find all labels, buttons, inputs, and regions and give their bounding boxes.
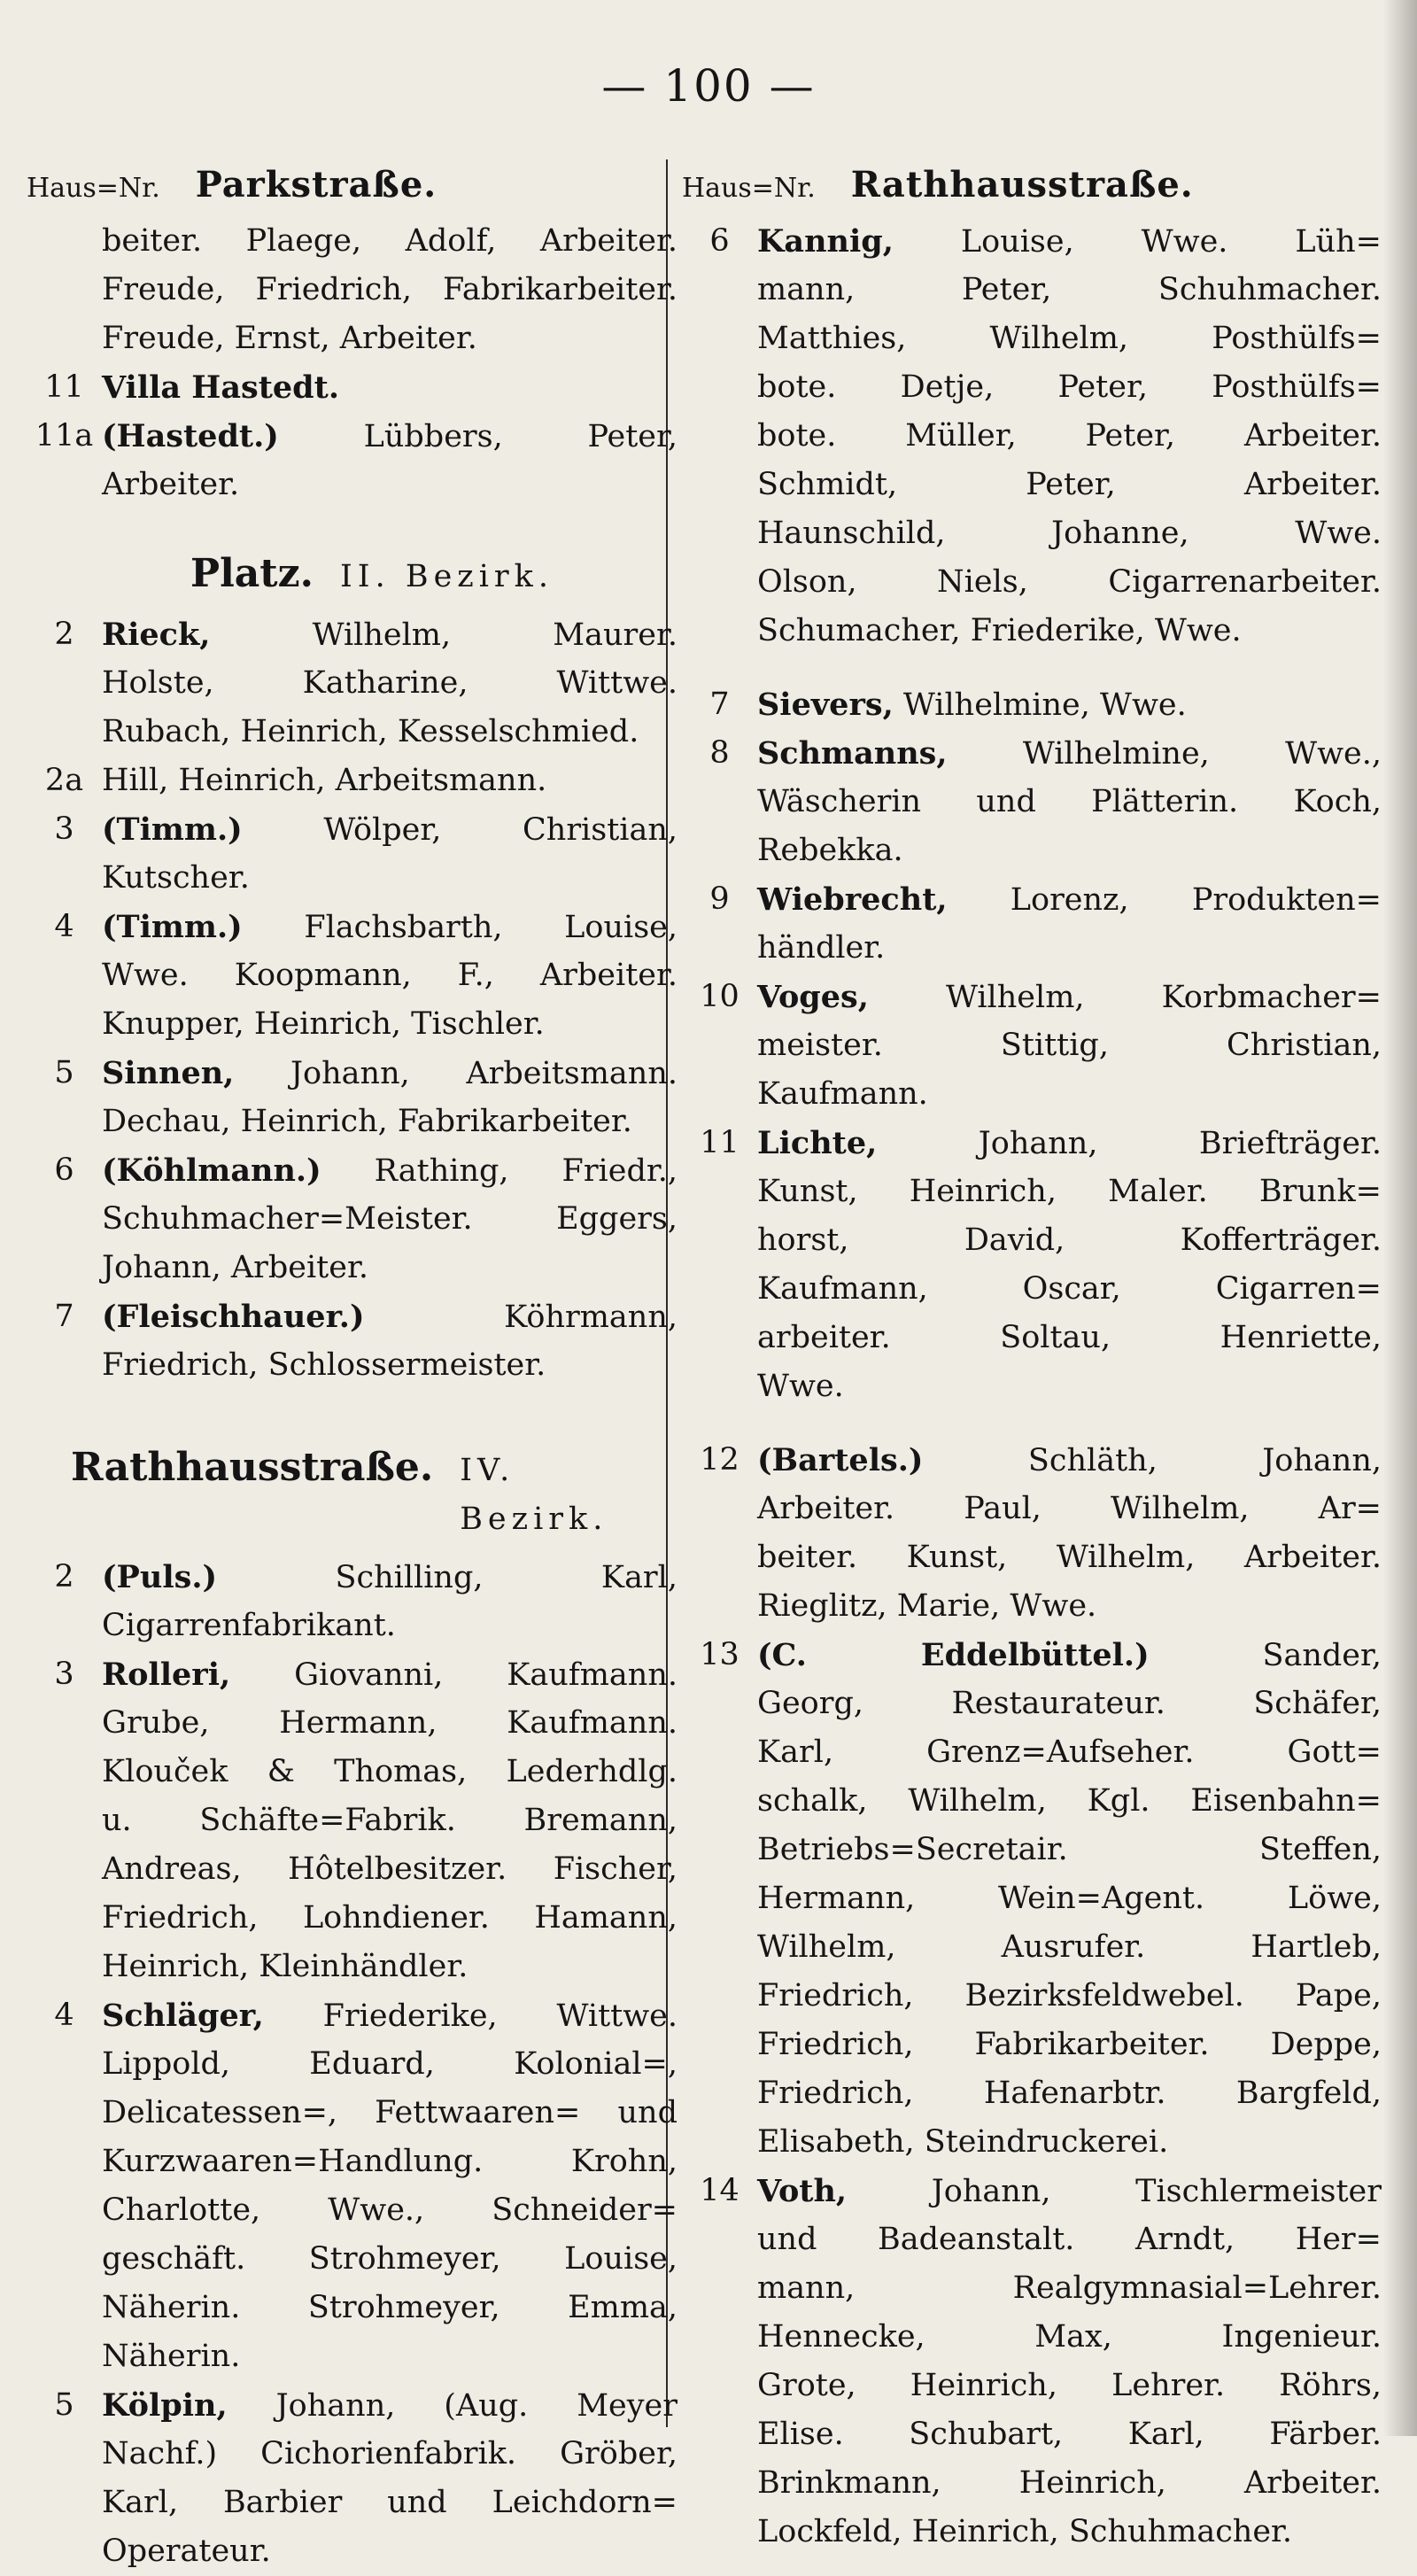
entry-line [102,1796,678,1845]
entry-text: Johann, Arbeiter. [102,1250,368,1285]
haus-nr-label: Haus=Nr. [682,173,816,204]
entry-line [102,1000,678,1049]
entry-line [757,1168,1382,1216]
directory-entry [27,1553,678,1650]
entry-name: Voth, [757,2173,848,2209]
entry-text: u. Schäfte=Fabrik. Bremann, [102,1803,678,1838]
entry-line [757,1265,1382,1314]
section-title: Rathhausstraße. [71,1445,434,1490]
entry-line [757,1972,1382,2021]
entry-text: bote. Detje, Peter, Posthülfs= [757,369,1382,405]
directory-entry [27,1292,678,1390]
entry-line [102,2479,678,2527]
house-number: 2 [54,617,74,652]
entry-text: beiter. Kunst, Wilhelm, Arbeiter. [757,1540,1382,1575]
entry-text: Flachsbarth, Louise, [242,910,678,945]
directory-entry [682,217,1382,656]
entry-line [102,363,678,412]
entry-text: Elisabeth, Steindruckerei. [757,2124,1169,2160]
entry-line [102,2138,678,2186]
entry-line [102,1699,678,1748]
entry-line [102,2284,678,2332]
entry-name: (Timm.) [102,811,243,848]
entry-name: Schläger, [102,1998,264,2034]
entry-text: Nachf.) Cichorienfabrik. Gröber, [102,2436,678,2471]
entry-name: (Fleischhauer.) [102,1299,365,1335]
directory-entry [27,757,678,805]
directory-entry [27,1650,678,1991]
page-number: — 100 — [601,60,816,112]
entry-line [102,1650,678,1699]
entry-text: schalk, Wilhelm, Kgl. Eisenbahn= [757,1783,1382,1819]
entry-line [102,2381,678,2430]
left-column [27,164,678,2576]
entry-text: Kunst, Heinrich, Maler. Brunk= [757,1174,1382,1209]
entry-body [102,1553,678,1650]
section-header-rathhausstrasse [27,1443,678,1544]
entry-name: Wiebrecht, [757,881,948,918]
left-column-header [27,164,678,217]
entry-text: Schilling, Karl, [217,1560,678,1595]
entry-text: Friedrich, Bezirksfeldwebel. Pape, [757,1978,1382,2013]
entry-line [102,1991,678,2040]
entry-line [102,708,678,757]
entry-line [102,659,678,708]
entry-text: Wwe. Koopmann, F., Arbeiter. [102,958,678,993]
entry-line [102,1894,678,1943]
entry-name: (C. Eddelbüttel.) [757,1637,1150,1673]
directory-entry [27,412,678,509]
entry-text: Holste, Katharine, Wittwe. [102,665,678,701]
entry-text: Wilhelmine, Wwe. [893,687,1187,723]
entry-name: Sinnen, [102,1055,235,1091]
entry-line [757,509,1382,558]
entry-name: Voges, [757,979,869,1015]
house-number: 14 [700,2173,739,2208]
entry-text: Kaufmann, Oscar, Cigarren= [757,1271,1382,1307]
entry-body [102,903,678,1049]
entry-text: und Badeanstalt. Arndt, Her= [757,2222,1382,2257]
directory-entry [27,805,678,903]
entry-line [757,2313,1382,2362]
entry-text: Rieglitz, Marie, Wwe. [757,1588,1097,1624]
entry-line [102,854,678,903]
entry-name: (Puls.) [102,1559,218,1595]
entry-body [102,1650,678,1991]
entry-line [757,680,1382,729]
entry-text: Louise, Wwe. Lüh= [893,224,1382,260]
house-number: 7 [709,687,730,722]
entry-text: Friedrich, Lohndiener. Hamann, [102,1900,678,1936]
entry-line [757,363,1382,412]
entry-text: Hill, Heinrich, Arbeitsmann. [102,763,547,798]
entry-text: Hennecke, Max, Ingenieur. [757,2319,1382,2355]
house-number: 11 [700,1125,739,1160]
entry-line [757,266,1382,314]
directory-entry [682,1436,1382,1631]
entry-body [757,875,1382,973]
entry-line [757,1874,1382,1923]
entry-name: (Timm.) [102,909,243,945]
entry-line [757,924,1382,973]
entry-line [102,2089,678,2138]
entry-line [102,2186,678,2235]
entry-line [757,1631,1382,1680]
entry-text: Rebekka. [757,833,903,868]
entry-line [102,2040,678,2089]
entry-text: händler. [757,930,886,966]
entry-line [102,1195,678,1244]
entry-line [757,2167,1382,2215]
entry-text: arbeiter. Soltau, Henriette, [757,1320,1382,1355]
entry-body [102,2381,678,2576]
entry-text: Lockfeld, Heinrich, Schuhmacher. [757,2514,1293,2549]
section-district: IV. Bezirk. [460,1453,608,1537]
entry-line [102,1098,678,1146]
entry-body [102,805,678,903]
entry-line [102,1748,678,1796]
house-number: 13 [700,1637,739,1672]
entry-line [757,2459,1382,2508]
entry-text: Friedrich, Fabrikarbeiter. Deppe, [757,2027,1382,2062]
entry-line [757,1582,1382,1631]
house-number: 6 [54,1152,74,1188]
entry-body [757,973,1382,1119]
entry-line [102,757,678,805]
entry-line [757,1485,1382,1533]
entry-line [757,1923,1382,1972]
entry-line [757,2362,1382,2410]
entry-text: Johann, (Aug. Meyer [227,2388,678,2424]
entry-text: Schumacher, Friederike, Wwe. [757,613,1242,648]
entry-line [757,2021,1382,2069]
entry-text: Wölper, Christian, [242,812,678,848]
directory-entry [27,1991,678,2381]
entry-text: Charlotte, Wwe., Schneider= [102,2192,678,2228]
entry-text: Karl, Barbier und Leichdorn= [102,2485,678,2520]
entry-body [102,1991,678,2381]
directory-entry [682,875,1382,973]
entry-text: Operateur. [102,2533,271,2569]
entry-body [757,729,1382,875]
directory-entry [27,610,678,757]
house-number: 9 [709,881,730,917]
continuation-line: Freude, Friedrich, Fabrikarbeiter. [102,272,678,307]
entry-line [757,2508,1382,2557]
continuation-line: beiter. Plaege, Adolf, Arbeiter. [102,223,678,259]
entry-name: (Hastedt.) [102,418,279,454]
entry-body [757,217,1382,656]
entry-text: meister. Stittig, Christian, [757,1028,1382,1063]
entry-list [27,363,678,509]
entry-body [102,757,678,805]
entry-list [27,610,678,1390]
entry-text: Cigarrenfabrikant. [102,1608,396,1643]
entry-text: Lorenz, Produkten= [947,882,1382,918]
entry-text: Wilhelm, Korbmacher= [868,980,1382,1015]
entry-line [757,558,1382,607]
directory-entry [682,680,1382,729]
entry-name: Kannig, [757,223,894,260]
section-title: Platz. [190,551,314,596]
entry-text: Karl, Grenz=Aufseher. Gott= [757,1734,1382,1770]
entry-line [757,1070,1382,1119]
entry-body [102,1292,678,1390]
entry-line [102,1244,678,1292]
entry-line [102,1292,678,1341]
entry-line [102,805,678,854]
entry-line [757,875,1382,924]
entry-body [757,2167,1382,2557]
entry-line [102,2235,678,2284]
entry-name: Rolleri, [102,1657,231,1693]
entry-text: Kutscher. [102,860,250,896]
entry-list [682,217,1382,2557]
entry-line [102,610,678,659]
right-column-header [682,164,1382,217]
entry-line [757,778,1382,826]
entry-name: Rieck, [102,617,211,653]
entry-text: Hermann, Wein=Agent. Löwe, [757,1881,1382,1916]
haus-nr-label: Haus=Nr. [27,173,160,204]
entry-line [757,2264,1382,2313]
entry-text: Dechau, Heinrich, Fabrikarbeiter. [102,1104,632,1139]
right-column [682,164,1382,2557]
entry-text: horst, David, Kofferträger. [757,1222,1382,1258]
entry-name: Sievers, [757,687,894,723]
entry-line [102,412,678,461]
entry-text: Näherin. [102,2339,241,2374]
entry-line [757,1216,1382,1265]
entry-line [757,1533,1382,1582]
house-number: 12 [700,1442,739,1478]
house-number: 2a [44,763,84,798]
entry-text: geschäft. Strohmeyer, Louise, [102,2241,678,2277]
section-district: II. Bezirk. [339,559,554,594]
entry-line [757,314,1382,363]
entry-line [102,1146,678,1195]
entry-name: (Köhlmann.) [102,1152,321,1189]
house-number: 7 [54,1299,74,1334]
house-number: 11 [44,369,84,405]
entry-text: Näherin. Strohmeyer, Emma, [102,2290,678,2325]
house-number: 6 [709,223,730,259]
entry-line [102,461,678,509]
entry-text: Haunschild, Johanne, Wwe. [757,516,1382,551]
house-number: 4 [54,1998,74,2033]
house-number: 10 [700,979,739,1014]
entry-text: Wilhelm, Ausrufer. Hartleb, [757,1929,1382,1965]
entry-text: Giovanni, Kaufmann. [230,1657,678,1693]
entry-line [757,973,1382,1021]
entry-line [102,951,678,1000]
entry-text: Lübbers, Peter, [278,419,678,454]
entry-line [757,461,1382,509]
entry-text: Elise. Schubart, Karl, Färber. [757,2417,1382,2452]
street-heading: Rathhausstraße. [850,164,1194,206]
entry-text: Georg, Restaurateur. Schäfer, [757,1686,1382,1721]
entry-line [102,1602,678,1650]
entry-text: Kurzwaaren=Handlung. Krohn, [102,2144,678,2179]
house-number: 5 [54,1055,74,1090]
entry-text: Friedrich, Hafenarbtr. Bargfeld, [757,2076,1382,2111]
entry-line [757,1436,1382,1485]
entry-line [102,1341,678,1390]
entry-name: Schmanns, [757,735,948,772]
entry-line [757,1362,1382,1411]
continuation-line: Freude, Ernst, Arbeiter. [102,321,477,356]
entry-body [757,1119,1382,1411]
entry-line [757,1680,1382,1728]
house-number: 11a [35,418,94,454]
entry-line [102,2430,678,2479]
directory-entry [27,1146,678,1292]
entry-text: Friederike, Wittwe. [263,1998,678,2034]
entry-body [102,1049,678,1146]
entry-line [757,1777,1382,1826]
directory-entry [27,903,678,1049]
entry-text: Klouček & Thomas, Lederhdlg. [102,1754,678,1789]
entry-name: Lichte, [757,1125,878,1161]
entry-text: Matthies, Wilhelm, Posthülfs= [757,321,1382,356]
entry-line [102,903,678,951]
entry-text: Betriebs=Secretair. Steffen, [757,1832,1382,1867]
entry-line [757,826,1382,875]
continuation-block [102,217,678,363]
entry-line [757,607,1382,656]
entry-body [757,1436,1382,1631]
entry-line [757,1728,1382,1777]
house-number: 8 [709,735,730,771]
directory-entry [682,729,1382,875]
house-number: 2 [54,1559,74,1594]
entry-text: Wwe. [757,1369,844,1404]
directory-entry [682,973,1382,1119]
entry-text: Sander, [1149,1638,1382,1673]
entry-line [757,1119,1382,1168]
directory-entry [682,1119,1382,1411]
entry-text: Rathing, Friedr., [321,1153,678,1189]
entry-line [102,1553,678,1602]
entry-line [102,1049,678,1098]
entry-body [102,610,678,757]
entry-text: Schuhmacher=Meister. Eggers, [102,1201,678,1237]
entry-line [757,729,1382,778]
entry-name: (Bartels.) [757,1442,924,1478]
house-number: 5 [54,2387,74,2423]
entry-body [102,363,678,412]
entry-line [757,2215,1382,2264]
entry-line [757,1826,1382,1874]
directory-entry [27,1049,678,1146]
street-heading: Parkstraße. [195,164,437,206]
entry-name: Kölpin, [102,2387,228,2424]
entry-name: Villa Hastedt. [102,369,340,406]
entry-line [102,2527,678,2576]
directory-entry [682,2167,1382,2557]
entry-text: Knupper, Heinrich, Tischler. [102,1006,545,1042]
entry-text: Schläth, Johann, [923,1443,1382,1478]
house-number: 3 [54,1657,74,1692]
entry-text: Wäscherin und Plätterin. Koch, [757,784,1382,819]
directory-entry [27,2381,678,2576]
entry-body [102,1146,678,1292]
entry-text: Johann, Tischlermeister [847,2174,1382,2209]
entry-text: mann, Peter, Schuhmacher. [757,272,1382,307]
entry-text: mann, Realgymnasial=Lehrer. [757,2270,1382,2306]
entry-text: Heinrich, Kleinhändler. [102,1949,468,1984]
entry-text: Wilhelmine, Wwe., [947,736,1382,772]
page-edge-shadow [1383,0,1417,2436]
entry-line [757,2410,1382,2459]
entry-line [102,1845,678,1894]
entry-line [757,412,1382,461]
entry-text: Johann, Briefträger. [877,1126,1382,1161]
entry-line [757,1021,1382,1070]
entry-text: Köhrmann, [364,1300,678,1335]
house-number: 4 [54,909,74,944]
section-header-platz [27,549,678,601]
entry-line [757,1314,1382,1362]
entry-body [757,680,1382,729]
house-number: 3 [54,811,74,847]
entry-text: bote. Müller, Peter, Arbeiter. [757,418,1382,454]
entry-text: Wilhelm, Maurer. [210,617,678,653]
entry-text: Lippold, Eduard, Kolonial=, [102,2046,678,2082]
entry-text: Johann, Arbeitsmann. [234,1056,678,1091]
entry-text: Arbeiter. Paul, Wilhelm, Ar= [757,1491,1382,1526]
directory-entry [27,363,678,412]
entry-text: Rubach, Heinrich, Kesselschmied. [102,714,639,749]
entry-text: Arbeiter. [102,467,240,502]
entry-text: Delicatessen=, Fettwaaren= und [102,2095,678,2130]
entry-line [102,1943,678,1991]
entry-body [757,1631,1382,2167]
entry-text: Kaufmann. [757,1076,928,1112]
entry-text: Grube, Hermann, Kaufmann. [102,1705,678,1741]
entry-text: Friedrich, Schlossermeister. [102,1347,546,1383]
entry-text: Olson, Niels, Cigarrenarbeiter. [757,564,1382,600]
entry-text: Andreas, Hôtelbesitzer. Fischer, [102,1851,678,1887]
entry-text: Schmidt, Peter, Arbeiter. [757,467,1382,502]
entry-line [757,217,1382,266]
entry-line [757,2118,1382,2167]
entry-text: Brinkmann, Heinrich, Arbeiter. [757,2465,1382,2501]
entry-line [102,2332,678,2381]
entry-line [757,2069,1382,2118]
entry-body [102,412,678,509]
entry-list [27,1553,678,2576]
entry-text: Grote, Heinrich, Lehrer. Röhrs, [757,2368,1382,2403]
directory-entry [682,1631,1382,2167]
